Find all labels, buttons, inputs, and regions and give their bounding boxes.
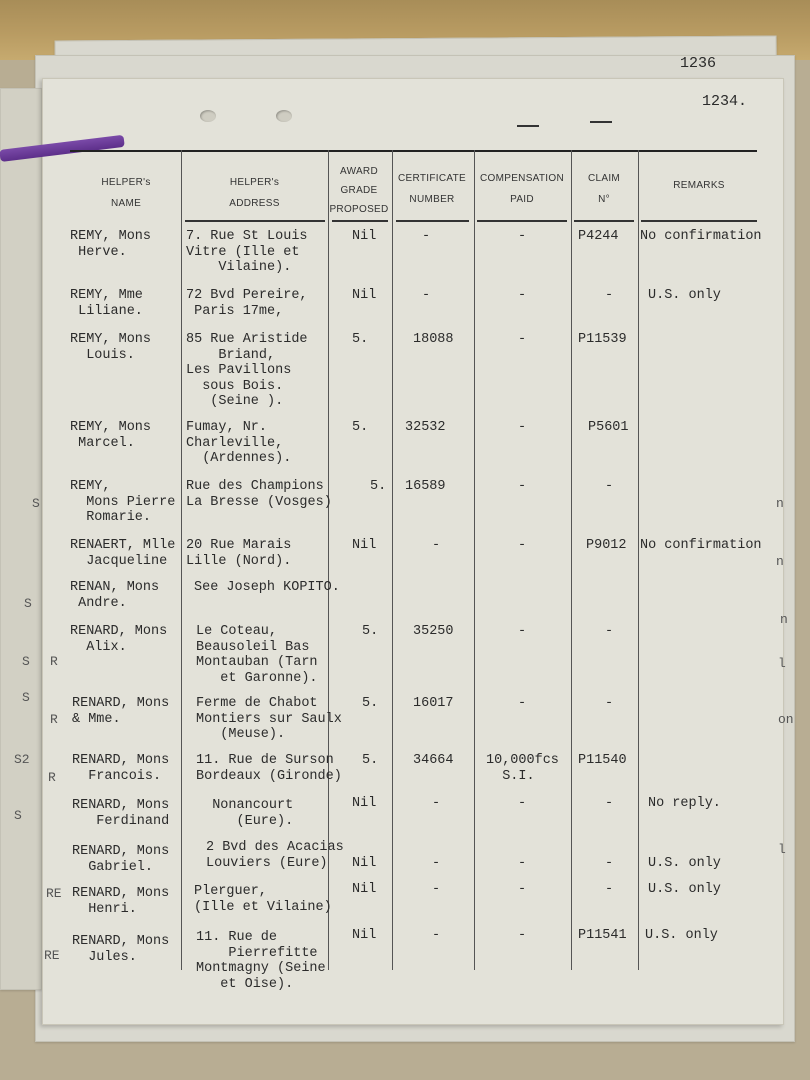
certificate-number: - xyxy=(432,856,441,871)
certificate-number: - xyxy=(422,229,431,244)
compensation-paid: - xyxy=(518,796,527,811)
award-grade: 5. xyxy=(362,753,379,768)
column-rule xyxy=(392,150,393,970)
helper-name: RENARD, Mons Henri. xyxy=(72,886,170,917)
compensation-paid: - xyxy=(518,332,527,347)
underlying-page-letter: RE xyxy=(46,886,62,901)
header-rule xyxy=(70,150,757,152)
helper-name: RENARD, Mons Francois. xyxy=(72,753,170,784)
page-number: 1234. xyxy=(702,93,748,110)
helper-address: Fumay, Nr. Charleville, (Ardennes). xyxy=(186,420,292,466)
helper-address: 11. Rue de Pierrefitte Montmagny (Seine et Oise). xyxy=(196,930,326,992)
award-grade: Nil xyxy=(352,229,377,244)
claim-number: P11540 xyxy=(578,753,627,768)
remarks: No confirmation xyxy=(640,538,762,553)
helper-name: RENAN, Mons Andre. xyxy=(70,580,160,611)
certificate-number: 32532 xyxy=(405,420,446,435)
underlying-page-letter: S xyxy=(32,496,40,511)
claim-number: - xyxy=(605,479,614,494)
claim-number: - xyxy=(605,796,614,811)
compensation-paid: - xyxy=(518,882,527,897)
typed-dash xyxy=(590,121,612,123)
helper-name: REMY, Mme Liliane. xyxy=(70,288,143,319)
underlying-page-letter: S xyxy=(22,654,30,669)
helper-address: 7. Rue St Louis Vitre (Ille et Vilaine). xyxy=(186,229,308,275)
helper-address: 2 Bvd des Acacias Louviers (Eure) xyxy=(206,840,344,871)
compensation-paid: - xyxy=(518,420,527,435)
helper-name: RENARD, Mons Ferdinand xyxy=(72,798,170,829)
compensation-paid: 10,000fcs S.I. xyxy=(486,753,559,784)
underlying-page-letter: S xyxy=(22,690,30,705)
helper-address: Plerguer, (Ille et Vilaine) xyxy=(194,884,332,915)
underlying-page-letter: l xyxy=(778,656,786,671)
claim-number: P5601 xyxy=(588,420,629,435)
helper-name: RENARD, Mons Alix. xyxy=(70,624,168,655)
helper-address: Ferme de Chabot Montiers sur Saulx (Meuse). xyxy=(196,696,342,742)
certificate-number: - xyxy=(432,882,441,897)
remarks: U.S. only xyxy=(648,882,721,897)
certificate-number: - xyxy=(432,796,441,811)
header-underline xyxy=(332,220,388,222)
remarks: U.S. only xyxy=(648,856,721,871)
underlying-page-letter: n xyxy=(776,554,784,569)
helper-name: RENAERT, Mlle Jacqueline xyxy=(70,538,176,569)
certificate-number: 35250 xyxy=(413,624,454,639)
back-sheet-1 xyxy=(0,88,42,990)
underlying-page-letter: R xyxy=(50,712,58,727)
compensation-paid: - xyxy=(518,538,527,553)
compensation-paid: - xyxy=(518,624,527,639)
remarks: No confirmation xyxy=(640,229,762,244)
underlying-page-letter: R xyxy=(48,770,56,785)
underlying-page-letter: n xyxy=(780,612,788,627)
underlying-page-letter: R xyxy=(50,654,58,669)
underlying-page-letter: RE xyxy=(44,948,60,963)
certificate-number: - xyxy=(432,928,441,943)
helper-name: RENARD, Mons Jules. xyxy=(72,934,170,965)
compensation-paid: - xyxy=(518,288,527,303)
header-address: HELPER's ADDRESS xyxy=(229,177,280,209)
claim-number: - xyxy=(605,856,614,871)
header-underline xyxy=(185,220,325,222)
claim-number: - xyxy=(605,696,614,711)
header-claim: CLAIM N° xyxy=(587,173,621,205)
compensation-paid: - xyxy=(518,696,527,711)
header-underline xyxy=(574,220,634,222)
underlying-page-letter: on xyxy=(778,712,794,727)
claim-number: - xyxy=(605,882,614,897)
certificate-number: 34664 xyxy=(413,753,454,768)
certificate-number: - xyxy=(422,288,431,303)
typed-dash xyxy=(517,125,539,127)
award-grade: 5. xyxy=(362,624,379,639)
award-grade: Nil xyxy=(352,928,377,943)
helper-name: REMY, Mons Pierre Romarie. xyxy=(70,479,176,525)
header-underline xyxy=(396,220,469,222)
underlying-page-letter: S xyxy=(14,808,22,823)
helper-address: 72 Bvd Pereire, Paris 17me, xyxy=(186,288,308,319)
header-name: HELPER's NAME xyxy=(101,177,151,209)
remarks: No reply. xyxy=(648,796,721,811)
header-award: AWARD GRADE PROPOSED xyxy=(329,166,389,215)
column-rule xyxy=(474,150,475,970)
claim-number: - xyxy=(605,624,614,639)
claim-number: P4244 xyxy=(578,229,619,244)
claim-number: P9012 xyxy=(586,538,627,553)
helper-address: Rue des Champions La Bresse (Vosges) xyxy=(186,479,332,510)
column-rule xyxy=(571,150,572,970)
helper-name: RENARD, Mons & Mme. xyxy=(72,696,170,727)
award-grade: 5. xyxy=(352,332,369,347)
punch-hole xyxy=(276,110,292,122)
helper-address: 20 Rue Marais Lille (Nord). xyxy=(186,538,292,569)
compensation-paid: - xyxy=(518,229,527,244)
compensation-paid: - xyxy=(518,928,527,943)
underlying-page-letter: S xyxy=(24,596,32,611)
column-rule xyxy=(181,150,182,970)
helper-name: REMY, Mons Louis. xyxy=(70,332,152,363)
underlying-page-letter: l xyxy=(778,842,786,857)
header-underline xyxy=(477,220,567,222)
header-compensation: COMPENSATION PAID xyxy=(480,173,564,205)
certificate-number: 18088 xyxy=(413,332,454,347)
certificate-number: 16589 xyxy=(405,479,446,494)
remarks: U.S. only xyxy=(648,288,721,303)
certificate-number: - xyxy=(432,538,441,553)
helper-address: 85 Rue Aristide Briand, Les Pavillons sous Bois. (Seine ). xyxy=(186,332,308,409)
underlying-page-letter: S2 xyxy=(14,752,30,767)
helper-address: 11. Rue de Surson Bordeaux (Gironde) xyxy=(196,753,342,784)
claim-number: P11539 xyxy=(578,332,627,347)
award-grade: 5. xyxy=(352,420,369,435)
helper-name: REMY, Mons Herve. xyxy=(70,229,152,260)
helper-address: Le Coteau, Beausoleil Bas Montauban (Tarn et Garonne). xyxy=(196,624,318,686)
claim-number: P11541 xyxy=(578,928,627,943)
remarks: U.S. only xyxy=(645,928,718,943)
certificate-number: 16017 xyxy=(413,696,454,711)
award-grade: Nil xyxy=(352,796,377,811)
award-grade: Nil xyxy=(352,882,377,897)
helper-name: RENARD, Mons Gabriel. xyxy=(72,844,170,875)
helper-address: See Joseph KOPITO. xyxy=(194,580,340,595)
award-grade: Nil xyxy=(352,288,377,303)
column-rule xyxy=(638,150,639,970)
helper-address: Nonancourt (Eure). xyxy=(212,798,294,829)
helper-name: REMY, Mons Marcel. xyxy=(70,420,152,451)
award-grade: Nil xyxy=(352,856,377,871)
punch-hole xyxy=(200,110,216,122)
award-grade: Nil xyxy=(352,538,377,553)
award-grade: 5. xyxy=(362,696,379,711)
compensation-paid: - xyxy=(518,856,527,871)
underlying-page-letter: n xyxy=(776,496,784,511)
header-remarks: REMARKS xyxy=(673,180,725,191)
award-grade: 5. xyxy=(370,479,387,494)
claim-number: - xyxy=(605,288,614,303)
compensation-paid: - xyxy=(518,479,527,494)
header-certificate: CERTIFICATE NUMBER xyxy=(398,173,466,205)
header-underline xyxy=(641,220,757,222)
back-page-number: 1236 xyxy=(680,55,717,72)
